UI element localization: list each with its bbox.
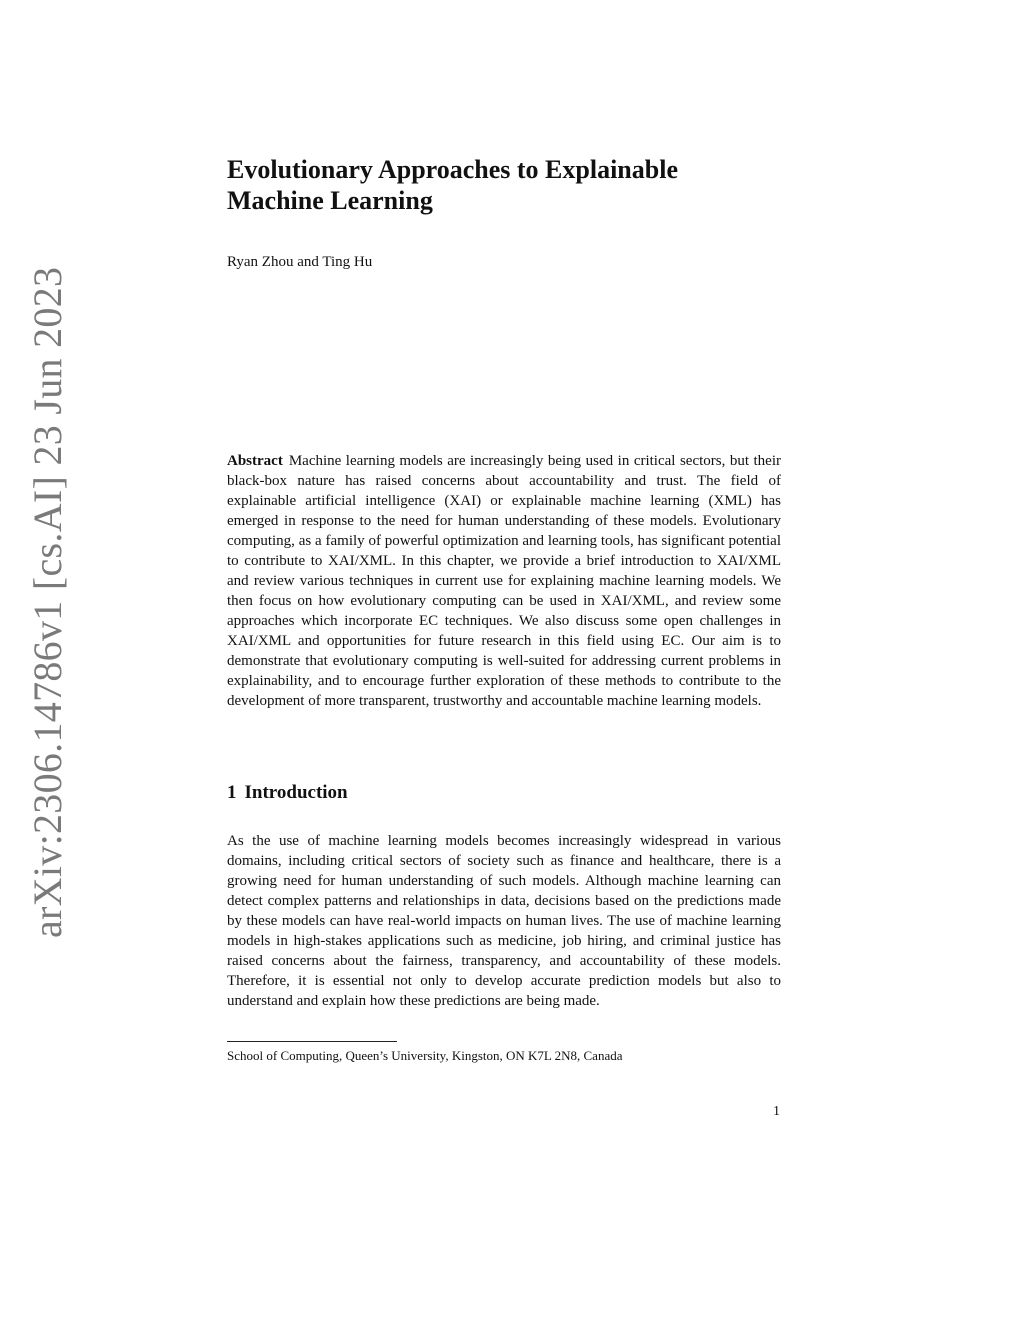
footnote-divider bbox=[227, 1041, 397, 1042]
introduction-paragraph: As the use of machine learning models becomes increasingly widespread in various domains, including critical sectors of society such as finance and healthcare, there is a growing need for human understanding of such models. Although machine learning can detect complex patterns and relationships in data, decisions based on the predictions made by these models can have real-world impacts on human lives. The use of machine learning models in high-stakes applications such as medicine, job hiring, and criminal justice has raised concerns about the fairness, transparency, and accountability of these models. Therefore, it is essential not only to develop accurate prediction models but also to understand and explain how these predictions are being made. bbox=[227, 833, 781, 1009]
affiliation-footnote: School of Computing, Queen’s University, Kingston, ON K7L 2N8, Canada bbox=[227, 1048, 623, 1063]
abstract bbox=[227, 451, 781, 711]
section-number: 1 bbox=[227, 782, 237, 803]
paper-title-line-1: Evolutionary Approaches to Explainable bbox=[227, 155, 678, 184]
section-heading-introduction bbox=[227, 781, 348, 805]
abstract-label: Abstract bbox=[227, 453, 283, 469]
arxiv-identifier: arXiv:2306.14786v1 [cs.AI] 23 Jun 2023 bbox=[25, 266, 70, 938]
paper-title-line-2: Machine Learning bbox=[227, 186, 433, 215]
paper-authors: Ryan Zhou and Ting Hu bbox=[227, 254, 373, 270]
section-title: Introduction bbox=[244, 782, 348, 803]
page-number: 1 bbox=[773, 1104, 780, 1119]
paper-title bbox=[227, 154, 787, 216]
abstract-text: Machine learning models are increasingly being used in critical sectors, but their black-box nature has raised concerns about accountability and trust. The field of explainable artificial intelligence (XAI) or explainable machine learning (XML) has emerged in response to the need for human understanding of these models. Evolutionary computing, as a family of powerful optimization and learning tools, has significant potential to contribute to XAI/XML. In this chapter, we provide a brief introduction to XAI/XML and review various techniques in current use for explaining machine learning models. We then focus on how evolutionary computing can be used in XAI/XML, and review some approaches which incorporate EC techniques. We also discuss some open challenges in XAI/XML and opportunities for future research in this field using EC. Our aim is to demonstrate that evolutionary computing is well-suited for addressing current problems in explainability, and to encourage further exploration of these methods to contribute to the development of more transparent, trustworthy and accountable machine learning models. bbox=[227, 453, 781, 709]
